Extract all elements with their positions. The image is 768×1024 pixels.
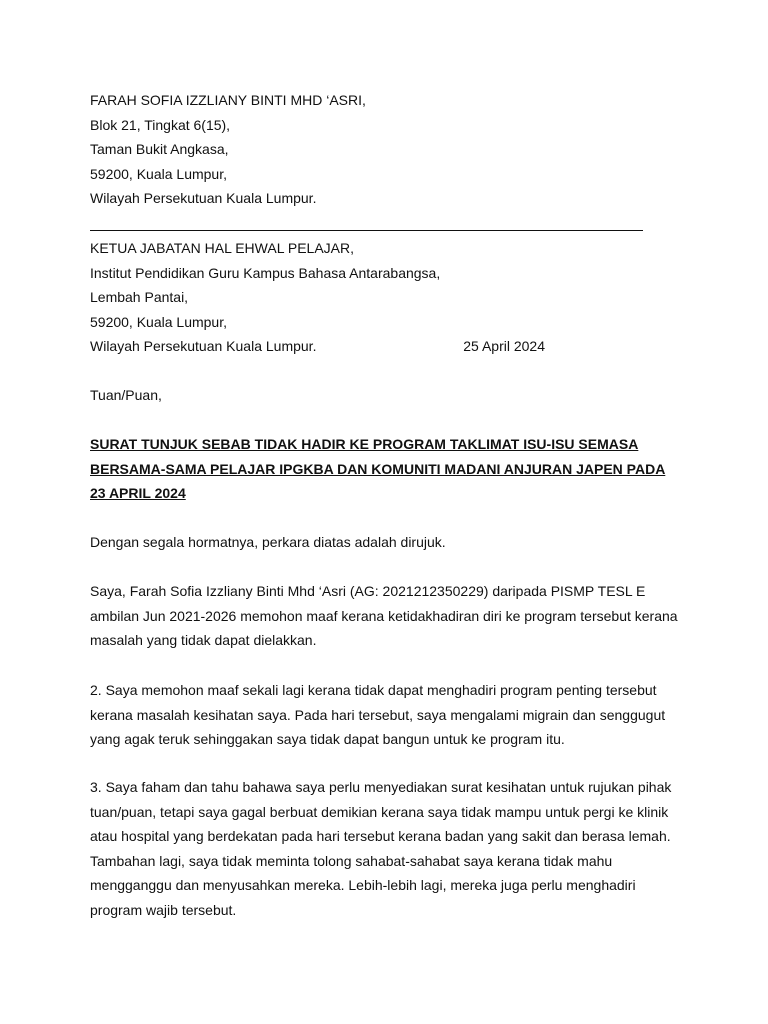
- subject-line: 23 APRIL 2024: [90, 485, 186, 501]
- paragraph-line: Tambahan lagi, saya tidak meminta tolong sahabat-sahabat saya kerana tidak mahu: [90, 852, 613, 869]
- recipient-address-line: 59200, Kuala Lumpur,: [90, 313, 227, 330]
- sender-address-line: Taman Bukit Angkasa,: [90, 141, 229, 157]
- paragraph-2: [90, 678, 666, 752]
- paragraph-line: 2. Saya memohon maaf sekali lagi kerana tidak dapat menghadiri program penting tersebut: [90, 682, 657, 698]
- paragraph-line: program wajib tersebut.: [90, 901, 237, 918]
- recipient-state: Wilayah Persekutuan Kuala Lumpur.: [90, 338, 317, 354]
- separator-line: [90, 230, 643, 231]
- paragraph-line: 3. Saya faham dan tahu bahawa saya perlu menyediakan surat kesihatan untuk rujukan pihak: [90, 779, 672, 795]
- paragraph-line: mengganggu dan menyusahkan mereka. Lebih-lebih lagi, mereka juga perlu menghadiri: [90, 877, 636, 893]
- paragraph-line: tuan/puan, tetapi saya gagal berbuat demikian kerana saya tidak mampu untuk pergi ke klinik: [90, 803, 669, 820]
- paragraph-3: [90, 775, 672, 922]
- sender-address-line: 59200, Kuala Lumpur,: [90, 165, 227, 182]
- recipient-address: [90, 236, 662, 359]
- paragraph-line: Saya, Farah Sofia Izzliany Binti Mhd ‘Asri (AG: 2021212350229) daripada PISMP TESL E: [90, 583, 646, 599]
- salutation-block: [90, 383, 662, 408]
- paragraph-line: masalah yang tidak dapat dielakkan.: [90, 632, 317, 648]
- subject-line: SURAT TUNJUK SEBAB TIDAK HADIR KE PROGRAM TAKLIMAT ISU-ISU SEMASA: [90, 436, 639, 452]
- recipient-address-line: Institut Pendidikan Guru Kampus Bahasa Antarabangsa,: [90, 264, 441, 281]
- sender-address: [90, 88, 662, 211]
- intro-paragraph: [90, 530, 662, 555]
- paragraph-line: kerana masalah kesihatan saya. Pada hari tersebut, saya mengalami migrain dan senggugut: [90, 706, 666, 723]
- letter-date: 25 April 2024: [463, 338, 545, 354]
- sender-address-line: Blok 21, Tingkat 6(15),: [90, 116, 231, 133]
- paragraph-line: ambilan Jun 2021-2026 memohon maaf kerana ketidakhadiran diri ke program tersebut kerana: [90, 607, 678, 624]
- recipient-address-line: Lembah Pantai,: [90, 289, 189, 305]
- sender-address-line: Wilayah Persekutuan Kuala Lumpur.: [90, 190, 317, 206]
- paragraph-line: yang agak teruk sehinggakan saya tidak dapat bangun untuk ke program itu.: [90, 731, 565, 747]
- recipient-address-line-with-date: [90, 334, 662, 359]
- paragraph-line: atau hospital yang berdekatan pada hari tersebut kerana badan yang sakit dan berasa lemah.: [90, 828, 671, 844]
- sender-name: FARAH SOFIA IZZLIANY BINTI MHD ‘ASRI,: [90, 92, 366, 108]
- intro-text: Dengan segala hormatnya, perkara diatas adalah dirujuk.: [90, 534, 446, 550]
- subject-line: BERSAMA-SAMA PELAJAR IPGKBA DAN KOMUNITI MADANI ANJURAN JAPEN PADA: [90, 460, 666, 477]
- recipient-title: KETUA JABATAN HAL EHWAL PELAJAR,: [90, 240, 354, 256]
- subject-heading: [90, 432, 666, 506]
- paragraph-1: [90, 579, 678, 653]
- salutation: Tuan/Puan,: [90, 387, 162, 403]
